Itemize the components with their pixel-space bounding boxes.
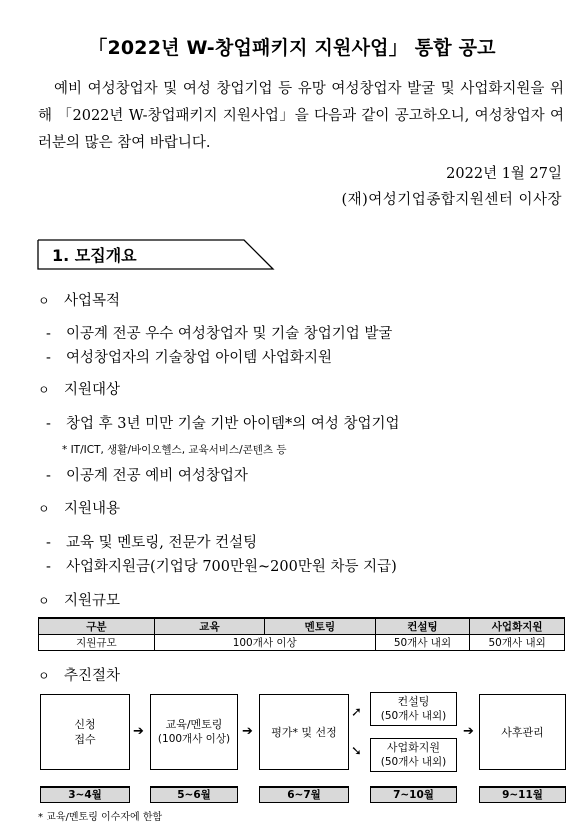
table-cell: 지원규모 [39,635,155,651]
content-item-2: - 사업화지원금(기업당 700만원~200만원 차등 지급) [46,559,397,575]
issuing-organization: (재)여성기업종합지원센터 이사장 [341,192,562,208]
scale-heading: ㅇ 지원규모 [38,593,121,609]
target-item-1: - 창업 후 3년 미만 기술 기반 아이템*의 여성 창업기업 [46,416,400,432]
dash-icon: - [46,350,51,366]
process-heading: ㅇ 추진절차 [38,668,121,684]
target-note: * IT/ICT, 생활/바이오헬스, 교육서비스/콘텐츠 등 [62,444,287,456]
dash-icon: - [46,416,51,432]
target-item-2: - 이공계 전공 예비 여성창업자 [46,468,248,484]
flow-step-education: 교육/멘토링 (100개사 이상) [150,694,238,770]
table-cell: 50개사 내외 [470,635,565,651]
table-header: 구분 [39,618,155,635]
arrow-up-right-icon: ➚ [351,705,362,720]
flow-step-apply: 신청 접수 [40,694,130,770]
period-badge: 6~7월 [259,786,349,803]
flow-step-commercialization: 사업화지원 (50개사 내외) [370,738,457,772]
section-heading-box [38,240,274,270]
target-heading: ㅇ 지원대상 [38,382,121,398]
footnote: * 교육/멘토링 이수자에 한함 [38,812,163,823]
table-header: 교육 [154,618,264,635]
purpose-item-1: - 이공계 전공 우수 여성창업자 및 기술 창업기업 발굴 [46,326,393,342]
period-badge: 7~10월 [370,786,457,803]
dash-icon: - [46,559,51,575]
table-cell: 100개사 이상 [154,635,375,651]
scale-table [38,617,565,651]
bullet-circle-icon: ㅇ [38,594,50,608]
table-cell: 50개사 내외 [375,635,470,651]
dash-icon: - [46,468,51,484]
purpose-heading: ㅇ 사업목적 [38,293,121,309]
table-header: 사업화지원 [470,618,565,635]
period-badge: 5~6월 [150,786,238,803]
announcement-date: 2022년 1월 27일 [446,166,562,182]
section-heading-label: 1. 모집개요 [52,246,137,265]
table-header: 멘토링 [265,618,375,635]
content-heading: ㅇ 지원내용 [38,501,121,517]
dash-icon: - [46,535,51,551]
arrow-right-icon: ➔ [242,724,253,739]
flow-step-evaluation: 평가* 및 선정 [259,694,349,770]
table-row [39,635,565,651]
dash-icon: - [46,326,51,342]
arrow-right-icon: ➔ [133,724,144,739]
arrow-down-right-icon: ➘ [351,744,362,759]
content-item-1: - 교육 및 멘토링, 전문가 컨설팅 [46,535,258,551]
table-header-row [39,618,565,635]
intro-paragraph: 예비 여성창업자 및 여성 창업기업 등 유망 여성창업자 발굴 및 사업화지원을 위해 「2022년 W-창업패키지 지원사업」을 다음과 같이 공고하오니, 여성창업자 여러분의 많은 참여 바랍니다. [38,81,564,151]
bullet-circle-icon: ㅇ [38,294,50,308]
page-title: 「2022년 W-창업패키지 지원사업」 통합 공고 [88,37,496,59]
period-badge: 3~4월 [40,786,130,803]
bullet-circle-icon: ㅇ [38,669,50,683]
bullet-circle-icon: ㅇ [38,502,50,516]
purpose-item-2: - 여성창업자의 기술창업 아이템 사업화지원 [46,350,332,366]
flow-step-consulting: 컨설팅 (50개사 내외) [370,692,457,726]
bullet-circle-icon: ㅇ [38,383,50,397]
arrow-right-icon: ➔ [463,724,474,739]
table-header: 컨설팅 [375,618,470,635]
period-badge: 9~11월 [479,786,566,803]
flow-step-followup: 사후관리 [479,694,566,770]
